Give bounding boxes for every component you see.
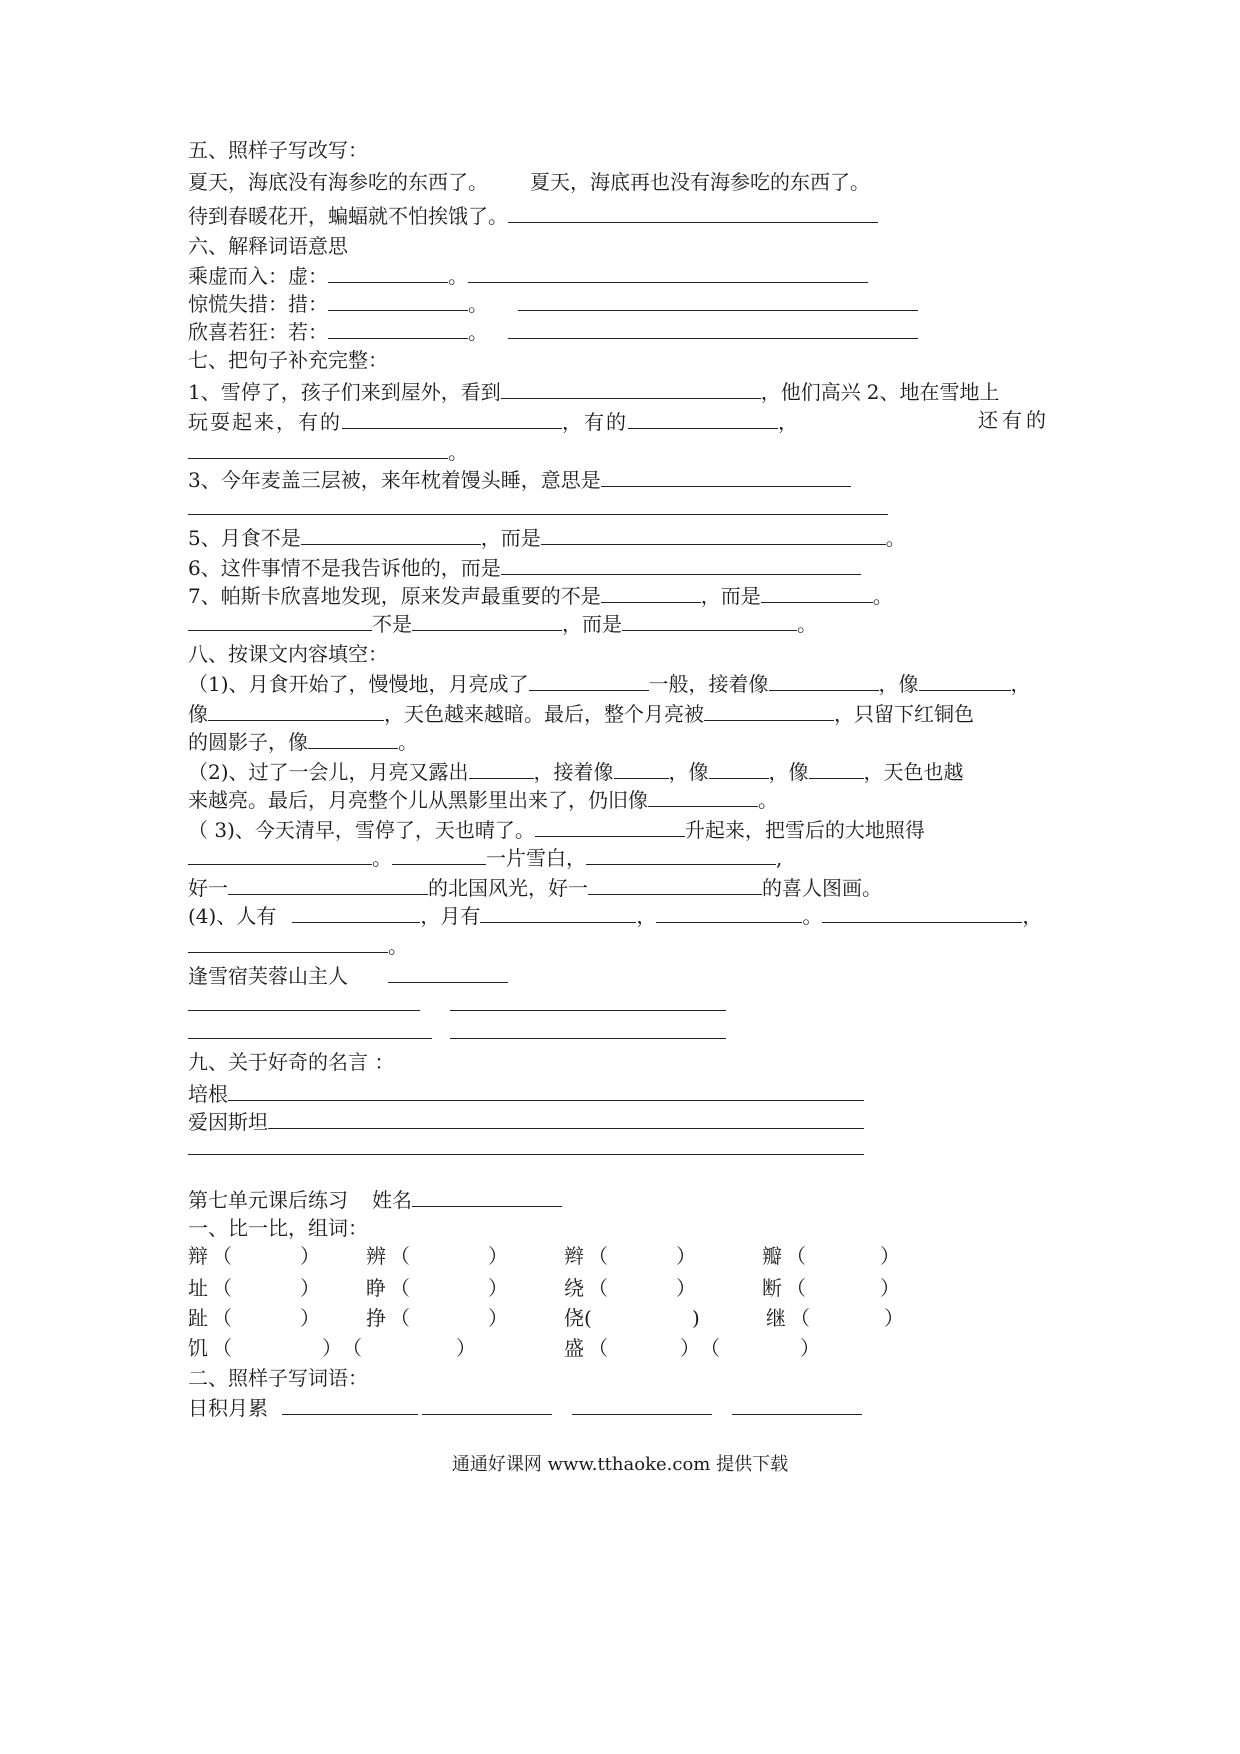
answer-blank[interactable] — [282, 1396, 418, 1415]
char: 绕 — [564, 1276, 584, 1300]
char: 辫 — [564, 1244, 584, 1268]
poem-lines — [188, 992, 726, 1014]
sentence-1: 1、雪停了，孩子们来到屋外，看到 ，他们高兴 2、地在雪地上 — [188, 380, 1000, 404]
passage-3-end: 好一 的北国风光，好一 的喜人图画。 — [188, 876, 882, 900]
answer-blank[interactable] — [292, 904, 420, 923]
answer-blank[interactable] — [188, 440, 448, 459]
answer-blank[interactable] — [188, 612, 372, 631]
answer-blank[interactable] — [308, 730, 398, 749]
char: 辩 — [188, 1244, 208, 1268]
poem-lines — [188, 1020, 726, 1042]
sentence-6: 6、这件事情不是我告诉他的，而是 — [188, 556, 861, 578]
answer-blank[interactable] — [328, 264, 448, 283]
section-9-heading: 九、关于好奇的名言 ： — [188, 1050, 395, 1074]
answer-blank[interactable] — [769, 672, 879, 691]
char: 睁 — [366, 1276, 386, 1300]
answer-blank[interactable] — [586, 846, 776, 865]
answer-blank[interactable] — [328, 292, 468, 311]
answer-blank[interactable] — [501, 556, 861, 575]
char: 址 — [188, 1276, 208, 1300]
passage-2-cont: 来越亮。最后，月亮整个儿从黑影里出来了，仍旧像 。 — [188, 788, 778, 812]
answer-blank[interactable] — [208, 702, 384, 721]
char: 瓣 — [762, 1244, 782, 1268]
answer-blank[interactable] — [392, 846, 486, 865]
example-sentence: 夏天，海底没有海参吃的东西了。 — [188, 170, 488, 194]
answer-blank[interactable] — [188, 846, 372, 865]
answer-blank[interactable] — [501, 380, 761, 399]
char: 辨 — [366, 1244, 386, 1268]
idiom-row: 日积月累 — [188, 1396, 862, 1418]
example-rewrite: 夏天，海底再也没有海参吃的东西了。 — [530, 170, 870, 194]
section-5-heading: 五、照样子写改写： — [188, 138, 368, 162]
answer-blank[interactable] — [628, 410, 778, 429]
answer-blank[interactable] — [228, 1082, 864, 1101]
quote-einstein: 爱因斯坦 — [188, 1110, 864, 1132]
sentence-3: 3、今年麦盖三层被，来年枕着馒头睡，意思是 — [188, 468, 851, 490]
passage-4-end: 。 — [188, 934, 408, 956]
section-8-heading: 八、按课文内容填空： — [188, 642, 388, 666]
passage-2: （2)、过了一会儿，月亮又露出 ，接着像 ，像 ，像 ，天色也越 — [188, 760, 964, 784]
unit-7-title: 第七单元课后练习 姓名 — [188, 1188, 562, 1210]
answer-blank[interactable] — [529, 672, 649, 691]
answer-blank[interactable] — [268, 1110, 864, 1129]
sentence-5: 5、月食不是 ，而是 。 — [188, 526, 906, 550]
passage-1: （1)、月食开始了，慢慢地，月亮成了 一般，接着像 ，像 ， — [188, 672, 1031, 696]
poem-title: 逢雪宿芙蓉山主人 — [188, 964, 508, 986]
char: 盛 — [564, 1336, 584, 1360]
section-5-question: 待到春暖花开，蝙蝠就不怕挨饿了。 — [188, 204, 878, 226]
footer-credit: 通通好课网 www.tthaoke.com 提供下载 — [451, 1454, 789, 1475]
char: 断 — [762, 1276, 782, 1300]
answer-blank[interactable] — [328, 320, 468, 339]
answer-blank[interactable] — [469, 760, 534, 779]
answer-blank[interactable] — [228, 876, 428, 895]
char: 侥 — [564, 1306, 584, 1330]
answer-blank[interactable] — [656, 904, 802, 923]
section-5-example — [188, 172, 870, 192]
answer-blank[interactable] — [388, 964, 508, 983]
name-field[interactable] — [412, 1188, 562, 1207]
passage-1-end: 的圆影子，像 。 — [188, 730, 418, 754]
word-item: 乘虚而入：虚： 。 — [188, 264, 868, 286]
answer-blank[interactable] — [704, 702, 834, 721]
answer-blank[interactable] — [412, 612, 562, 631]
answer-blank[interactable] — [822, 904, 1022, 923]
answer-blank[interactable] — [422, 1396, 552, 1415]
word-item: 惊慌失措：措： 。 — [188, 292, 918, 314]
answer-blank[interactable] — [541, 526, 886, 545]
passage-1-cont: 像 ，天色越来越暗。最后，整个月亮被 ，只留下红铜色 — [188, 702, 974, 726]
answer-blank[interactable] — [588, 876, 762, 895]
answer-blank[interactable] — [761, 584, 873, 603]
passage-3: （ 3)、今天清早，雪停了，天也晴了。 升起来，把雪后的大地照得 — [188, 818, 925, 842]
answer-blank[interactable] — [188, 1020, 432, 1039]
sentence-1-end: 。 — [188, 440, 468, 462]
answer-blank[interactable] — [188, 992, 420, 1011]
answer-blank[interactable] — [601, 584, 701, 603]
worksheet-page: 五、照样子写改写： 夏天，海底没有海参吃的东西了。 夏天，海底再也没有海参吃的东西了。 待到春暖花开，蝙蝠就不怕挨饿了。 六、解释词语意思 乘虚而入：虚： 。 惊慌失措：措： 。 欣喜若狂：若： 。 七、把句子补充完整： 1、雪停了，孩子们来到屋外，看到 ，他们高兴 2、地在雪地上 玩耍起来，有的 ，有的 ， 还有的 。 3、今年麦盖三层被，来年枕着馒头睡，意思是 5、月食不是 ，而是 。 6、这件事情不是我告诉他的，而是 7、帕斯卡欣喜地发现，原来发声最重要的不是 ，而是 。 不是 ，而是 。 八、按课文内容填空： （1)、月食开始了，慢慢地，月亮成了 一般，接着像 ，像 ， 像 ，天色越来越暗。最后，整个月亮被 ，只留下红铜色 的圆影子，像 。 （2)、过了一会儿，月亮又露出 ，接着像 ，像 ，像 ，天色也越 来越亮。最后，月亮整个儿从黑影里出来了，仍旧像 。 （ 3)、今天清早，雪停了，天也晴了。 升起来，把雪后的大地照得 。 一片雪白， , 好一 的北国风光，好一 的喜人图画。 (4)、人有 ，月有 ， 。 ， 。 逢雪宿芙蓉山主人 九、关于好奇的名言 ： 培根 爱因斯坦 第七单元课后练习 姓名 一、比一比，组词： 辩 （ ） 辨 （ ） 辫 （ ） 瓣 （ ） 址 （ ） 睁 （ ） 绕 （ ） 断 （ ） 趾 （ ） 挣 （ ） 侥 ( ) 继 （ ） 饥 （ ） （ ） 盛 （ ） （ ） 二、照样子写词语： 日积月累 通通好课网 www.tthaoke.com 提供下载 — [0, 0, 1240, 1754]
sentence-1-cont: 玩耍起来，有的 ，有的 ， — [188, 410, 800, 434]
quote-extra-line — [188, 1136, 864, 1158]
sentence-7: 7、帕斯卡欣喜地发现，原来发声最重要的不是 ，而是 。 — [188, 584, 893, 608]
answer-blank[interactable] — [301, 526, 481, 545]
answer-blank[interactable] — [188, 934, 388, 953]
answer-blank[interactable] — [468, 264, 868, 283]
sentence-7-cont: 不是 ，而是 。 — [188, 612, 817, 634]
answer-blank[interactable] — [508, 204, 878, 223]
answer-blank[interactable] — [601, 468, 851, 487]
answer-blank[interactable] — [919, 672, 1011, 691]
answer-blank[interactable] — [518, 292, 918, 311]
passage-4: (4)、人有 ，月有 ， 。 ， — [188, 904, 1043, 928]
answer-blank[interactable] — [622, 612, 797, 631]
word-item: 欣喜若狂：若： 。 — [188, 320, 918, 342]
answer-blank[interactable] — [709, 760, 769, 779]
answer-blank[interactable] — [572, 1396, 712, 1415]
passage-3-cont: 。 一片雪白， , — [188, 846, 782, 868]
char: 挣 — [366, 1306, 386, 1330]
answer-blank[interactable] — [648, 788, 758, 807]
answer-blank[interactable] — [809, 760, 864, 779]
answer-blank[interactable] — [480, 904, 636, 923]
char: 继 — [766, 1306, 786, 1330]
unit-7-q1-heading: 一、比一比，组词： — [188, 1216, 368, 1240]
answer-blank[interactable] — [342, 410, 562, 429]
section-6-heading: 六、解释词语意思 — [188, 234, 348, 258]
section-7-heading: 七、把句子补充完整： — [188, 348, 388, 372]
char: 趾 — [188, 1306, 208, 1330]
answer-blank[interactable] — [188, 1136, 864, 1155]
answer-blank[interactable] — [188, 496, 888, 515]
sentence-1-tail: 还有的 — [978, 408, 1050, 432]
quote-bacon: 培根 — [188, 1082, 864, 1104]
answer-blank[interactable] — [508, 320, 918, 339]
answer-blank[interactable] — [535, 818, 685, 837]
answer-blank[interactable] — [614, 760, 669, 779]
unit-7-q2-heading: 二、照样子写词语： — [188, 1366, 368, 1390]
answer-blank[interactable] — [450, 992, 726, 1011]
char: 饥 — [188, 1336, 208, 1360]
sentence-3-line — [188, 496, 888, 518]
answer-blank[interactable] — [450, 1020, 726, 1039]
answer-blank[interactable] — [732, 1396, 862, 1415]
